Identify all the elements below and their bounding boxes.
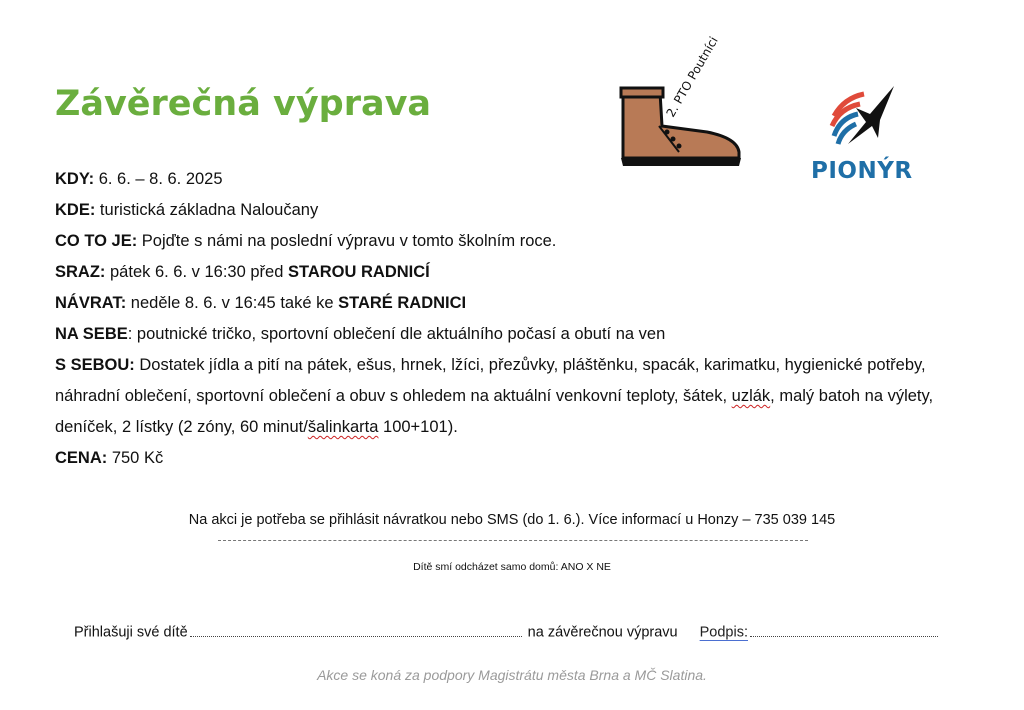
pionyr-logo-text: PIONÝR bbox=[811, 158, 913, 184]
info-where: KDE: turistická základna Naloučany bbox=[55, 201, 319, 219]
signature-field[interactable] bbox=[750, 621, 938, 637]
boot-logo-text: 2. PTO Poutníci bbox=[663, 34, 721, 120]
info-wear: NA SEBE: poutnické tričko, sportovní oblečení dle aktuálního počasí a obutí na ven bbox=[55, 325, 666, 343]
signup-middle: na závěrečnou výpravu bbox=[523, 624, 678, 641]
info-meeting: SRAZ: pátek 6. 6. v 16:30 před STAROU RADNICÍ bbox=[55, 263, 430, 281]
child-name-field[interactable] bbox=[190, 621, 522, 637]
info-bring: S SEBOU: Dostatek jídla a pití na pátek, ešus, hrnek, lžíci, přezůvky, pláštěnku, spacák, karimatku, hygienické potřeby, náhradní oblečení, sportovní oblečení a obuv s ohledem na aktuální venkovní teploty, šátek, uzlák, malý batoh na výlety, deníček, 2 lístky (2 zóny, 60 minut/šalinkarta 100+101). bbox=[55, 356, 934, 436]
info-when: KDY: 6. 6. – 8. 6. 2025 bbox=[55, 170, 223, 188]
boot-logo bbox=[615, 34, 755, 172]
go-home-alone-note: Dítě smí odcházet samo domů: ANO X NE bbox=[413, 561, 611, 573]
signup-prefix: Přihlašuji své dítě bbox=[74, 624, 188, 641]
info-return: NÁVRAT: neděle 8. 6. v 16:45 také ke STARÉ RADNICI bbox=[55, 294, 467, 312]
signup-slip bbox=[74, 621, 940, 641]
sponsor-footer: Akce se koná za podpory Magistrátu města Brna a MČ Slatina. bbox=[317, 667, 707, 683]
info-what: CO TO JE: Pojďte s námi na poslední výpravu v tomto školním roce. bbox=[55, 232, 557, 250]
signature-label: Podpis: bbox=[699, 624, 748, 641]
page-title: Závěrečná výprava bbox=[55, 84, 432, 124]
event-info bbox=[55, 164, 970, 474]
cut-line-divider bbox=[218, 540, 808, 541]
signup-notice: Na akci je potřeba se přihlásit návratkou nebo SMS (do 1. 6.). Více informací u Honzy – 735 039 145 bbox=[188, 512, 836, 528]
info-price: CENA: 750 Kč bbox=[55, 449, 164, 467]
